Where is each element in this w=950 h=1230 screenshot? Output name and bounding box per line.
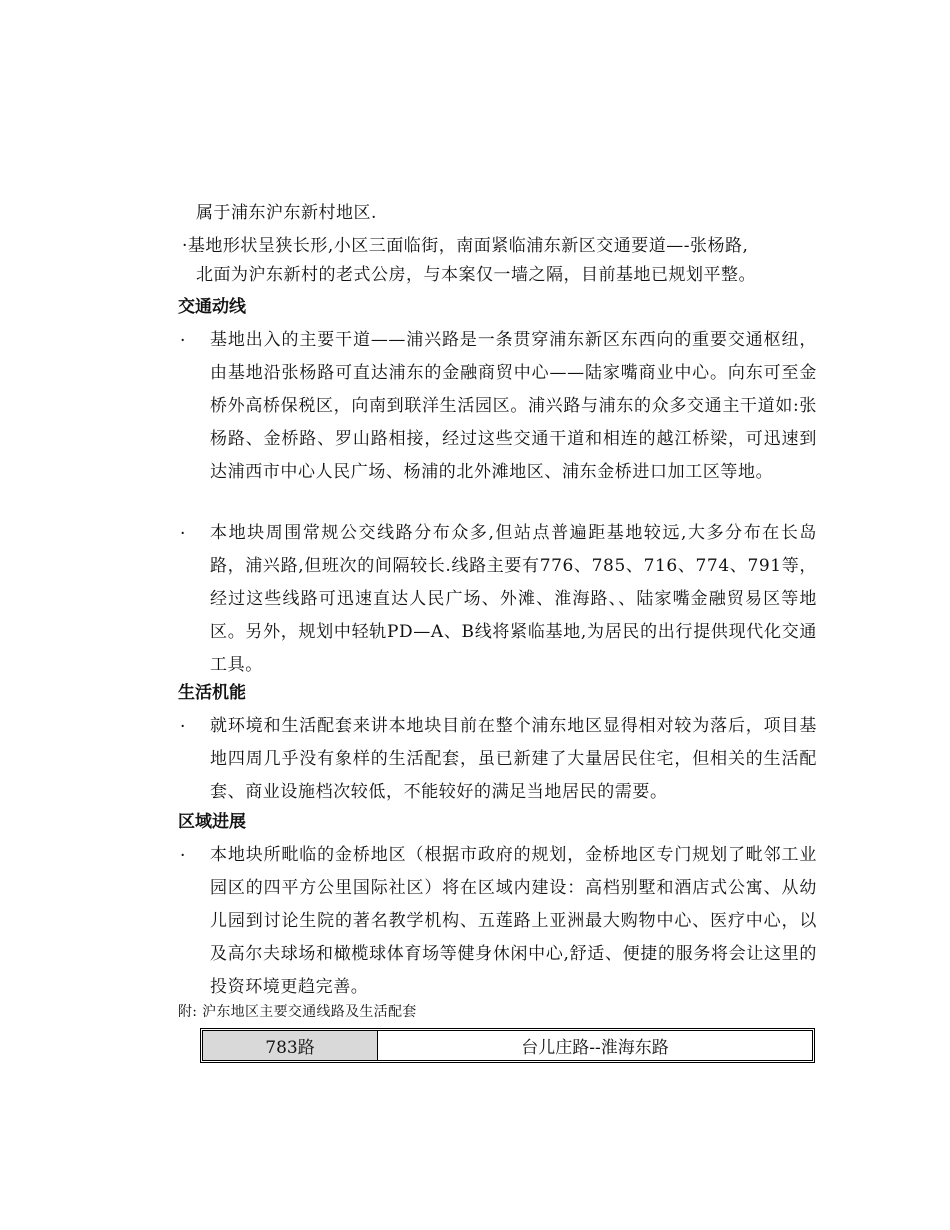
paragraph-traffic-bus-lines: 本地块周围常规公交线路分布众多,但站点普遍距基地较远,大多分布在长岛路，浦兴路,但班次的间隔较长.线路主要有776、785、716、774、791等，经过这些线路可迅速直达人民广场、外滩、淮海路、、陆家嘴金融贸易区等地区。另外，规划中轻轨PD—A、B线将紧临基地,为居民的出行提供现代化交通工具。 (210, 523, 817, 675)
paragraph-regional-progress: 本地块所毗临的金桥地区（根据市政府的规划，金桥地区专门规划了毗邻工业园区的四平方公里国际社区）将在区域内建设：高档别墅和酒店式公寓、从幼儿园到讨论生院的著名教学机构、五莲路上亚洲最大购物中心、医疗中心，以及高尔夫球场和橄榄球体育场等健身休闲中心,舒适、便捷的服务将会让这里的投资环境更趋完善。 (210, 845, 817, 997)
route-number-cell: 783路 (203, 1031, 378, 1060)
paragraph-traffic-main-road: 基地出入的主要干道——浦兴路是一条贯穿浦东新区东西向的重要交通枢纽，由基地沿张杨路可直达浦东的金融商贸中心——陆家嘴商业中心。向东可至金桥外高桥保税区，向南到联洋生活园区。浦兴路与浦东的众多交通主干道如:张杨路、金桥路、罗山路相接，经过这些交通干道和相连的越江桥梁，可迅速到达浦西市中心人民广场、杨浦的北外滩地区、浦东金桥进口加工区等地。 (210, 330, 817, 482)
bullet-mark: · (180, 331, 186, 351)
intro-text: 属于浦东沪东新村地区. (196, 203, 377, 223)
section-heading-living: 生活机能 (178, 683, 246, 703)
bullet-mark: · (180, 524, 186, 544)
bullet-mark: · (180, 717, 186, 737)
section-heading-regional: 区域进展 (178, 812, 246, 832)
intro-bullet-line: ·基地形状呈狭长形,小区三面临街，南面紧临浦东新区交通要道—-张杨路, (182, 236, 749, 256)
intro-bullet-line: 北面为沪东新村的老式公房，与本案仅一墙之隔，目前基地已规划平整。 (196, 265, 756, 285)
route-table (200, 1028, 815, 1063)
paragraph-living-facilities: 就环境和生活配套来讲本地块目前在整个浦东地区显得相对较为落后，项目基地四周几乎没有象样的生活配套，虽已新建了大量居民住宅，但相关的生活配套、商业设施档次较低，不能较好的满足当地居民的需要。 (210, 716, 817, 802)
appendix-caption: 附: 沪东地区主要交通线路及生活配套 (178, 1004, 417, 1020)
bullet-mark: · (180, 846, 186, 866)
section-heading-traffic: 交通动线 (178, 297, 246, 317)
route-path-cell: 台儿庄路--淮海东路 (521, 1038, 669, 1058)
